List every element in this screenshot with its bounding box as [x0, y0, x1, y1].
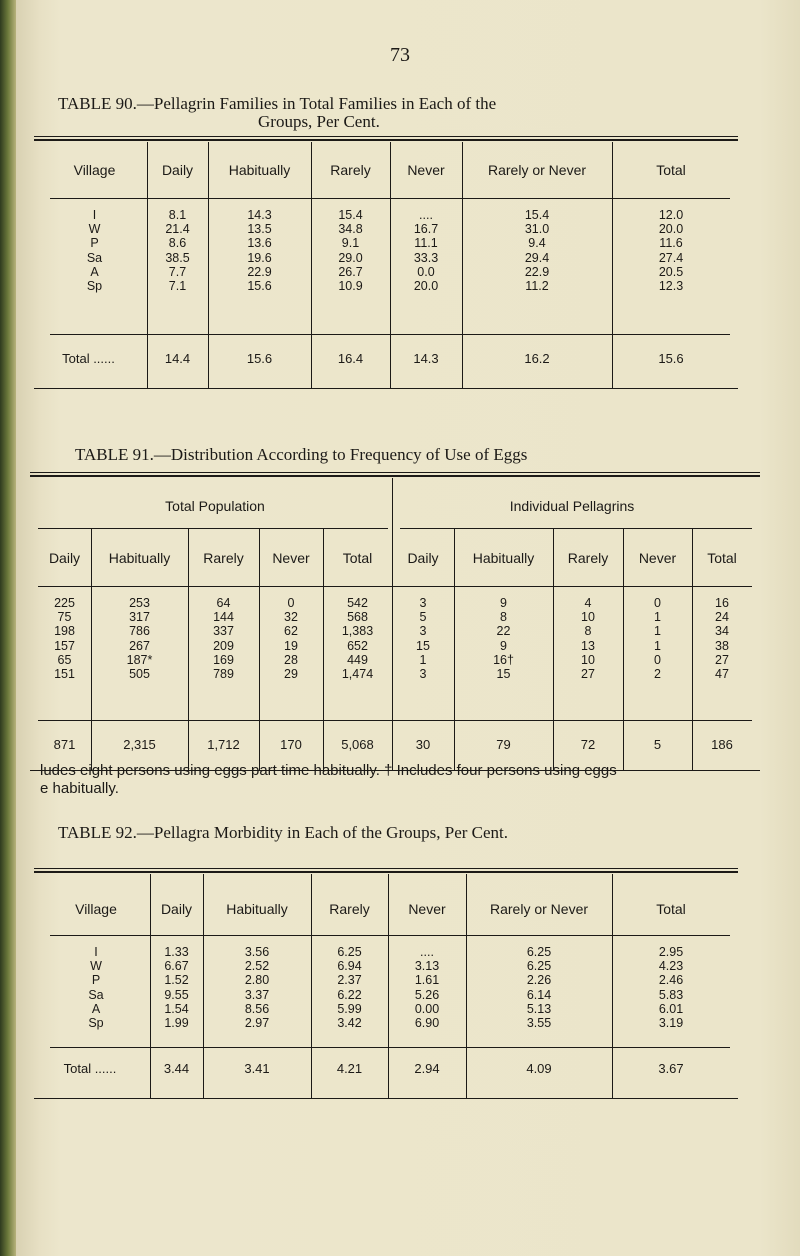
column-header: Daily [407, 550, 439, 566]
column-header: Rarely [567, 550, 609, 566]
top-rule [34, 136, 738, 137]
total-cell: 3.44 [163, 1061, 190, 1076]
column-header: Rarely [203, 550, 244, 566]
header-rule [38, 586, 752, 587]
column-header: Daily [161, 162, 194, 178]
column-header: Rarely or Never [487, 162, 587, 178]
table91-footnote-line2: e habitually. [40, 780, 119, 797]
data-column: 3.56 2.52 2.80 3.37 8.56 2.97 [244, 945, 270, 1031]
data-column: 8.1 21.4 8.6 38.5 7.7 7.1 [165, 208, 190, 294]
column-header: Total [656, 162, 686, 178]
column-header: Rarely [329, 901, 370, 917]
data-column: 64 144 337 209 169 789 [213, 596, 234, 682]
data-column: 6.25 6.25 2.26 6.14 5.13 3.55 [526, 945, 552, 1031]
total-cell: 14.4 [164, 351, 191, 366]
column-header: Never [408, 901, 446, 917]
data-column: .... 3.13 1.61 5.26 0.00 6.90 [414, 945, 440, 1031]
column-header: Rarely [330, 162, 371, 178]
data-column: 12.0 20.0 11.6 27.4 20.5 12.3 [658, 208, 684, 294]
total-cell: 170 [280, 737, 302, 752]
column-header: Total [342, 550, 373, 566]
bottom-rule [34, 388, 738, 389]
data-column: 4 10 8 13 10 27 [581, 596, 595, 682]
column-header: Village [75, 901, 117, 917]
data-column: 14.3 13.5 13.6 19.6 22.9 15.6 [247, 208, 272, 294]
table91-title: TABLE 91.—Distribution According to Frequency of Use of Eggs [75, 445, 528, 464]
data-column: 6.25 6.94 2.37 6.22 5.99 3.42 [337, 945, 362, 1031]
total-cell: 2,315 [123, 737, 156, 752]
group-header-total-population: Total Population [165, 498, 265, 514]
group-header-individual-pellagrins: Individual Pellagrins [509, 498, 635, 514]
column-header: Habitually [108, 550, 171, 566]
data-column: 15.4 31.0 9.4 29.4 22.9 11.2 [524, 208, 550, 294]
top-rule [34, 868, 738, 869]
data-column: 9 8 22 9 16† 15 [493, 596, 514, 682]
bottom-rule [34, 1098, 738, 1099]
column-header: Never [638, 550, 677, 566]
total-cell: 186 [711, 737, 733, 752]
village-list: I W P Sa A Sp [86, 208, 103, 294]
column-header: Rarely or Never [489, 901, 589, 917]
data-column: 0 1 1 1 0 2 [654, 596, 661, 682]
total-label: Total ...... [63, 1061, 117, 1076]
total-cell: 3.41 [244, 1061, 270, 1076]
top-rule [34, 871, 738, 873]
total-cell: 30 [415, 737, 431, 752]
data-column: 1.33 6.67 1.52 9.55 1.54 1.99 [164, 945, 189, 1031]
body-rule [50, 1047, 730, 1048]
top-rule [30, 472, 760, 473]
total-cell: 3.67 [658, 1061, 684, 1076]
total-cell: 72 [580, 737, 596, 752]
table92-title: TABLE 92.—Pellagra Morbidity in Each of the Groups, Per Cent. [58, 823, 509, 842]
column-header: Total [707, 550, 737, 566]
group-rule [400, 528, 752, 529]
column-header: Never [272, 550, 310, 566]
total-cell: 14.3 [413, 351, 439, 366]
table90-title-line1: TABLE 90.—Pellagrin Families in Total Families in Each of the [58, 94, 497, 113]
column-header: Habitually [472, 550, 535, 566]
total-cell: 15.6 [658, 351, 684, 366]
data-column: 2.95 4.23 2.46 5.83 6.01 3.19 [658, 945, 684, 1031]
column-header: Daily [48, 550, 81, 566]
column-header: Habitually [228, 162, 291, 178]
data-column: 253 317 786 267 187* 505 [126, 596, 153, 682]
top-rule [30, 475, 760, 477]
data-column: .... 16.7 11.1 33.3 0.0 20.0 [413, 208, 439, 294]
top-rule [34, 139, 738, 141]
table91-footnote-line1: ludes eight persons using eggs part time habitually. † Includes four persons using eggs [40, 762, 617, 779]
body-rule [38, 720, 752, 721]
total-cell: 2.94 [414, 1061, 440, 1076]
total-cell: 79 [496, 737, 511, 752]
column-header: Village [73, 162, 116, 178]
data-column: 542 568 1,383 652 449 1,474 [341, 596, 374, 682]
total-cell: 4.21 [336, 1061, 363, 1076]
column-header: Never [407, 162, 445, 178]
data-column: 3 5 3 15 1 3 [416, 596, 430, 682]
village-list: I W P Sa A Sp [88, 945, 104, 1031]
total-cell: 5 [653, 737, 662, 752]
table90-title-line2: Groups, Per Cent. [258, 112, 380, 131]
data-column: 15.4 34.8 9.1 29.0 26.7 10.9 [338, 208, 363, 294]
total-cell: 16.4 [337, 351, 364, 366]
page-number: 73 [390, 44, 410, 66]
data-column: 0 32 62 19 28 29 [284, 596, 298, 682]
column-header: Daily [160, 901, 193, 917]
data-column: 16 24 34 38 27 47 [715, 596, 729, 682]
column-header: Habitually [226, 901, 288, 917]
total-cell: 16.2 [524, 351, 550, 366]
total-cell: 5,068 [341, 737, 374, 752]
total-cell: 871 [53, 737, 76, 752]
total-cell: 15.6 [246, 351, 273, 366]
header-rule [50, 935, 730, 936]
column-header: Total [656, 901, 686, 917]
total-cell: 4.09 [526, 1061, 552, 1076]
total-label: Total ...... [62, 351, 115, 366]
data-column: 225 75 198 157 65 151 [54, 596, 75, 682]
total-cell: 1,712 [207, 737, 240, 752]
book-binding [0, 0, 16, 1256]
